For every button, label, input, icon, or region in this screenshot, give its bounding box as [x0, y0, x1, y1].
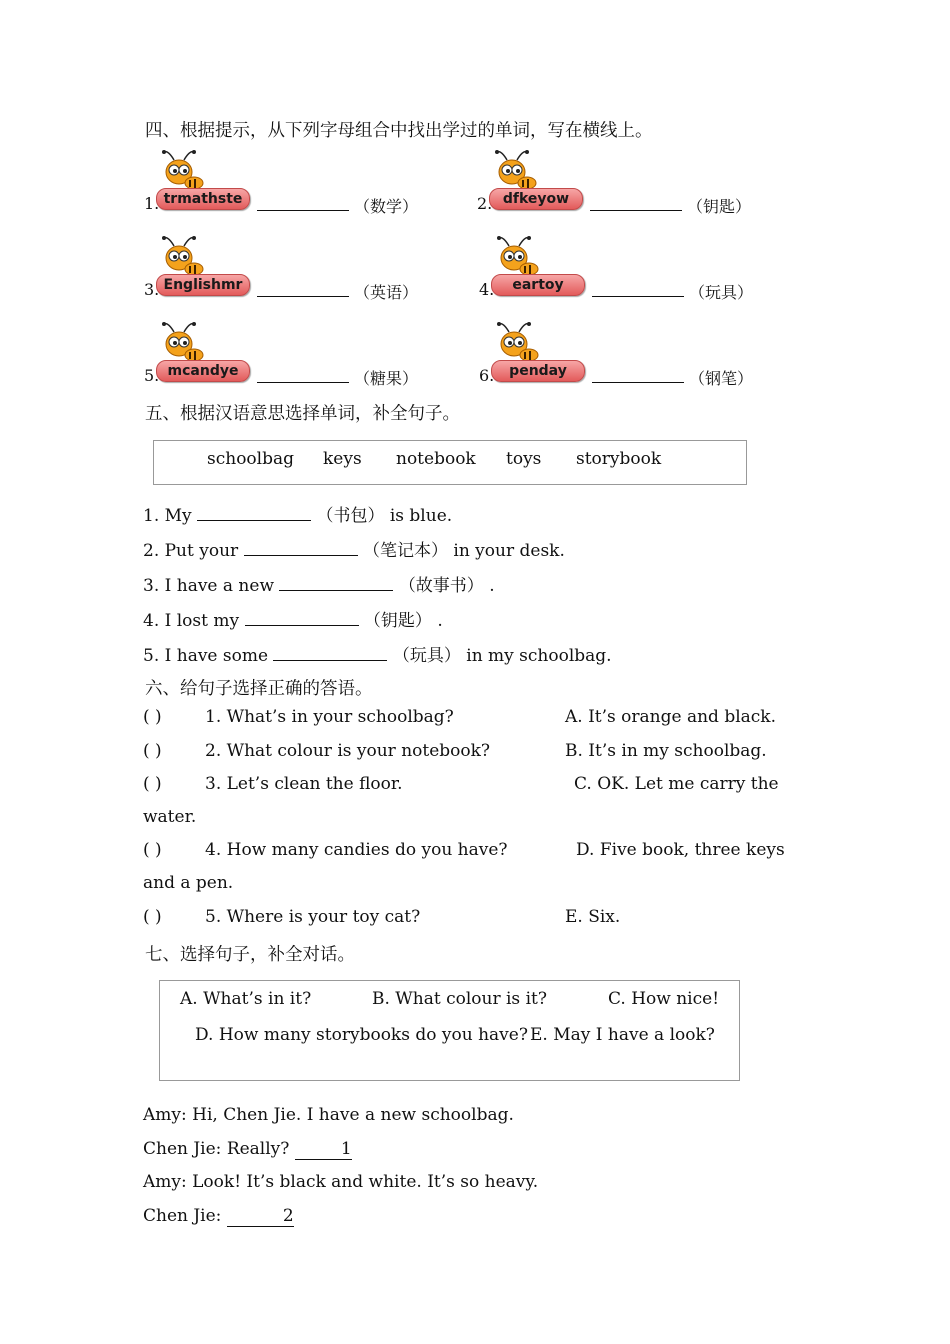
- dialogue-text: Chen Jie: Really?: [143, 1139, 295, 1159]
- sentence-prefix: 3. I have a new: [143, 576, 280, 596]
- dialogue-option-a: A. What’s in it?: [180, 989, 312, 1009]
- dialogue-line-3: Amy: Look! It’s black and white. It’s so heavy.: [143, 1172, 539, 1192]
- sentence-blank[interactable]: [245, 609, 359, 626]
- question-1: 1. What’s in your schoolbag?: [205, 707, 454, 727]
- word-bank-item: toys: [506, 449, 542, 469]
- options-box: [159, 980, 740, 1081]
- chinese-hint: （数学）: [354, 197, 419, 216]
- chinese-hint: （钢笔）: [689, 369, 754, 388]
- answer-blank[interactable]: [257, 382, 349, 383]
- answer-blank[interactable]: [257, 296, 349, 297]
- sentence-1: [143, 501, 452, 526]
- sentence-suffix: .: [437, 611, 443, 631]
- section5-title: 五、根据汉语意思选择单词，补全句子。: [145, 404, 460, 424]
- answer-paren[interactable]: ( ): [143, 907, 162, 927]
- sentence-2: [143, 536, 565, 561]
- word-bank-item: keys: [323, 449, 362, 469]
- letters-badge: eartoy: [491, 274, 585, 296]
- letters-badge: penday: [491, 360, 585, 382]
- word-item-4: [479, 236, 809, 306]
- answer-blank[interactable]: [590, 210, 682, 211]
- answer-paren[interactable]: ( ): [143, 774, 162, 794]
- dialogue-option-c: C. How nice!: [608, 989, 720, 1009]
- dialogue-line-4: [143, 1206, 294, 1227]
- option-d: D. Five book, three keys: [576, 840, 785, 860]
- item-number: 1.: [144, 194, 160, 213]
- dialogue-text: Chen Jie:: [143, 1206, 227, 1226]
- answer-blank[interactable]: [592, 382, 684, 383]
- dialogue-blank[interactable]: 2: [227, 1206, 294, 1227]
- answer-paren[interactable]: ( ): [143, 707, 162, 727]
- letters-badge: mcandye: [156, 360, 250, 382]
- answer-paren[interactable]: ( ): [143, 741, 162, 761]
- item-number: 3.: [144, 280, 160, 299]
- option-b: B. It’s in my schoolbag.: [565, 741, 767, 761]
- answer-paren[interactable]: ( ): [143, 840, 162, 860]
- sentence-suffix: in your desk.: [453, 541, 565, 561]
- sentence-suffix: .: [489, 576, 495, 596]
- sentence-hint: （玩具）: [392, 646, 461, 666]
- section6-title: 六、给句子选择正确的答语。: [145, 679, 373, 699]
- word-item-5: [144, 322, 474, 392]
- word-item-6: [479, 322, 809, 392]
- option-d-continued: and a pen.: [143, 873, 234, 893]
- option-c: C. OK. Let me carry the: [574, 774, 779, 794]
- sentence-4: [143, 606, 443, 631]
- section7-title: 七、选择句子，补全对话。: [145, 945, 355, 965]
- question-5: 5. Where is your toy cat?: [205, 907, 421, 927]
- question-4: 4. How many candies do you have?: [205, 840, 508, 860]
- item-number: 6.: [479, 366, 495, 385]
- item-number: 5.: [144, 366, 160, 385]
- sentence-blank[interactable]: [197, 504, 311, 521]
- sentence-hint: （钥匙）: [363, 611, 432, 631]
- word-bank-item: storybook: [576, 449, 662, 469]
- sentence-3: [143, 571, 495, 596]
- word-bank-box: [153, 440, 747, 485]
- word-bank-item: schoolbag: [207, 449, 295, 469]
- sentence-blank[interactable]: [244, 539, 358, 556]
- chinese-hint: （英语）: [354, 283, 419, 302]
- sentence-prefix: 2. Put your: [143, 541, 244, 561]
- sentence-prefix: 5. I have some: [143, 646, 274, 666]
- question-3: 3. Let’s clean the floor.: [205, 774, 403, 794]
- letters-badge: trmathste: [156, 188, 250, 210]
- sentence-hint: （书包）: [316, 506, 385, 526]
- answer-blank[interactable]: [257, 210, 349, 211]
- chinese-hint: （钥匙）: [687, 197, 752, 216]
- question-2: 2. What colour is your notebook?: [205, 741, 491, 761]
- word-item-2: [477, 150, 807, 220]
- word-item-1: [144, 150, 474, 220]
- dialogue-blank[interactable]: 1: [295, 1139, 352, 1160]
- letters-badge: dfkeyow: [489, 188, 583, 210]
- dialogue-line-2: [143, 1139, 352, 1160]
- option-c-continued: water.: [143, 807, 197, 827]
- section4-title: 四、根据提示，从下列字母组合中找出学过的单词，写在横线上。: [145, 121, 653, 141]
- sentence-suffix: is blue.: [389, 506, 453, 526]
- dialogue-line-1: Amy: Hi, Chen Jie. I have a new schoolbag.: [143, 1105, 514, 1125]
- sentence-hint: （笔记本）: [362, 541, 448, 561]
- sentence-prefix: 4. I lost my: [143, 611, 245, 631]
- dialogue-option-e: E. May I have a look?: [530, 1025, 715, 1045]
- word-item-3: [144, 236, 474, 306]
- sentence-blank[interactable]: [279, 574, 393, 591]
- sentence-suffix: in my schoolbag.: [466, 646, 612, 666]
- item-number: 2.: [477, 194, 493, 213]
- dialogue-option-b: B. What colour is it?: [372, 989, 547, 1009]
- sentence-hint: （故事书）: [398, 576, 484, 596]
- answer-blank[interactable]: [592, 296, 684, 297]
- sentence-prefix: 1. My: [143, 506, 198, 526]
- option-e: E. Six.: [565, 907, 621, 927]
- word-bank-item: notebook: [396, 449, 476, 469]
- chinese-hint: （糖果）: [354, 369, 419, 388]
- sentence-5: [143, 641, 612, 666]
- dialogue-option-d: D. How many storybooks do you have?: [195, 1025, 528, 1045]
- sentence-blank[interactable]: [273, 644, 387, 661]
- option-a: A. It’s orange and black.: [565, 707, 777, 727]
- letters-badge: Englishmr: [156, 274, 250, 296]
- item-number: 4.: [479, 280, 495, 299]
- chinese-hint: （玩具）: [689, 283, 754, 302]
